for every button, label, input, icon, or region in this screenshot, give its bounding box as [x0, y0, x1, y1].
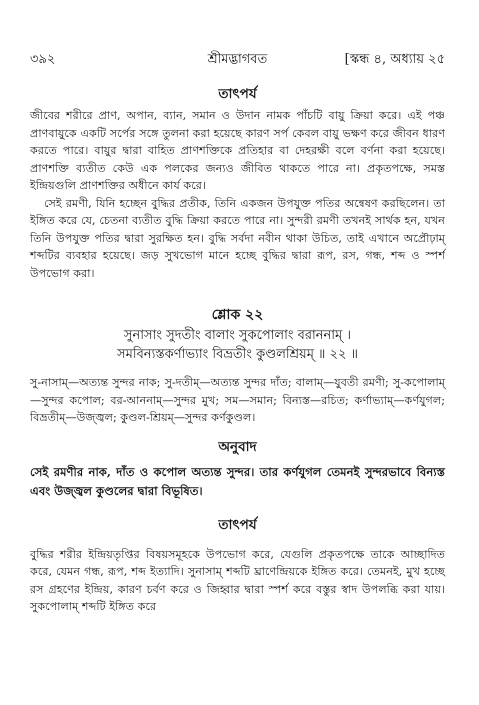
verse-title: শ্লোক ২২ [211, 307, 264, 323]
purport-paragraph-1: জীবের শরীরে প্রাণ, অপান, ব্যান, সমান ও উদান নামক পাঁচটি বায়ু ক্রিয়া করে। এই পঞ্চ প্রাণবায়ুকে একটি সর্পের সঙ্গে তুলনা করা হয়েছে কারণ সর্প কেবল বায়ু ভক্ষণ করে জীবন ধারণ করতে পারে। বায়ুর দ্বারা বাহিত প্রাণশক্তিকে প্রতিহার বা দেহরক্ষী বলে বর্ণনা করা হয়েছে। প্রাণশক্তি ব্যতীত কেউ এক পলকের জন্যও জীবিত থাকতে পারে না। প্রকৃতপক্ষে, সমস্ত ইন্দ্রিয়গুলি প্রাণশক্তির অধীনে কার্য করে। [30, 109, 445, 192]
purport-paragraph-2: সেই রমণী, যিনি হচ্ছেন বুদ্ধির প্রতীক, তিনি একজন উপযুক্ত পতির অন্বেষণ করছিলেন। তা ইঙ্গিত করে যে, চেতনা ব্যতীত বুদ্ধি ক্রিয়া করতে পারে না। সুন্দরী রমণী তখনই সার্থক হন, যখন তিনি উপযুক্ত পতির দ্বারা সুরক্ষিত হন। বুদ্ধি সর্বদা নবীন থাকা উচিত, তাই এখানে অপ্রৌঢ়াম্ শব্দটির ব্যবহার হয়েছে। জড় সুখভোগ মানে হচ্ছে বুদ্ধির দ্বারা রূপ, রস, গন্ধ, শব্দ ও স্পর্শ উপভোগ করা। [30, 196, 445, 280]
purport-paragraph-3: বুদ্ধির শরীর ইন্দ্রিয়তৃপ্তির বিষয়সমূহকে উপভোগ করে, যেগুলি প্রকৃতপক্ষে তাকে আচ্ছাদিত করে, যেমন গন্ধ, রূপ, শব্দ ইত্যাদি। সুনাসাম্ শব্দটি ঘ্রাণেন্দ্রিয়কে ইঙ্গিত করে। তেমনই, মুখ হচ্ছে রস গ্রহণের ইন্দ্রিয়, কারণ চর্বণ করে ও জিহ্বার দ্বারা স্পর্শ করে বস্তুর স্বাদ উপলব্ধি করা যায়। সুকপোলাম্ শব্দটি ইঙ্গিত করে [30, 547, 445, 614]
word-synonyms: সু-নাসাম্—অত্যন্ত সুন্দর নাক; সু-দতীম্—অত্যন্ত সুন্দর দাঁত; বালাম্—যুবতী রমণী; সু-কপোলাম্—সুন্দর কপোল; বর-আননাম্—সুন্দর মুখ; সম—সমান; বিন্যস্ত—রচিত; কর্ণাভ্যাম্—কর্ণযুগল; বিভ্রতীম্—উজ্জ্বল; কুণ্ডল-শ্রিয়ম্—সুন্দর কর্ণকুণ্ডল। [30, 376, 445, 424]
verse-line-1: সুনাসাং সুদতীং বালাং সুকপোলাং বরাননাম্ । [123, 328, 352, 343]
page-content [30, 84, 445, 627]
page-number: ৩৯২ [30, 52, 56, 67]
translation-heading: অনুবাদ [218, 438, 257, 455]
canto-chapter: [স্কন্ধ ৪, অধ্যায় ২৫ [344, 52, 445, 67]
book-title: শ্রীমদ্ভাগবত [207, 52, 268, 67]
translation-text: সেই রমণীর নাক, দাঁত ও কপোল অত্যন্ত সুন্দর। তার কর্ণযুগল তেমনই সুন্দরভাবে বিন্যস্ত এবং উজ্জ্বল কুণ্ডলের দ্বারা বিভূষিত। [30, 464, 445, 498]
verse-line-2: সমবিন্যস্তকর্ণাভ্যাং বিভ্রতীং কুণ্ডলশ্রিয়ম্ ॥ ২২ ॥ [117, 347, 358, 362]
purport-heading: তাৎপর্য [218, 86, 257, 102]
purport-heading-2: তাৎপর্য [218, 516, 257, 533]
page-header [30, 50, 445, 70]
